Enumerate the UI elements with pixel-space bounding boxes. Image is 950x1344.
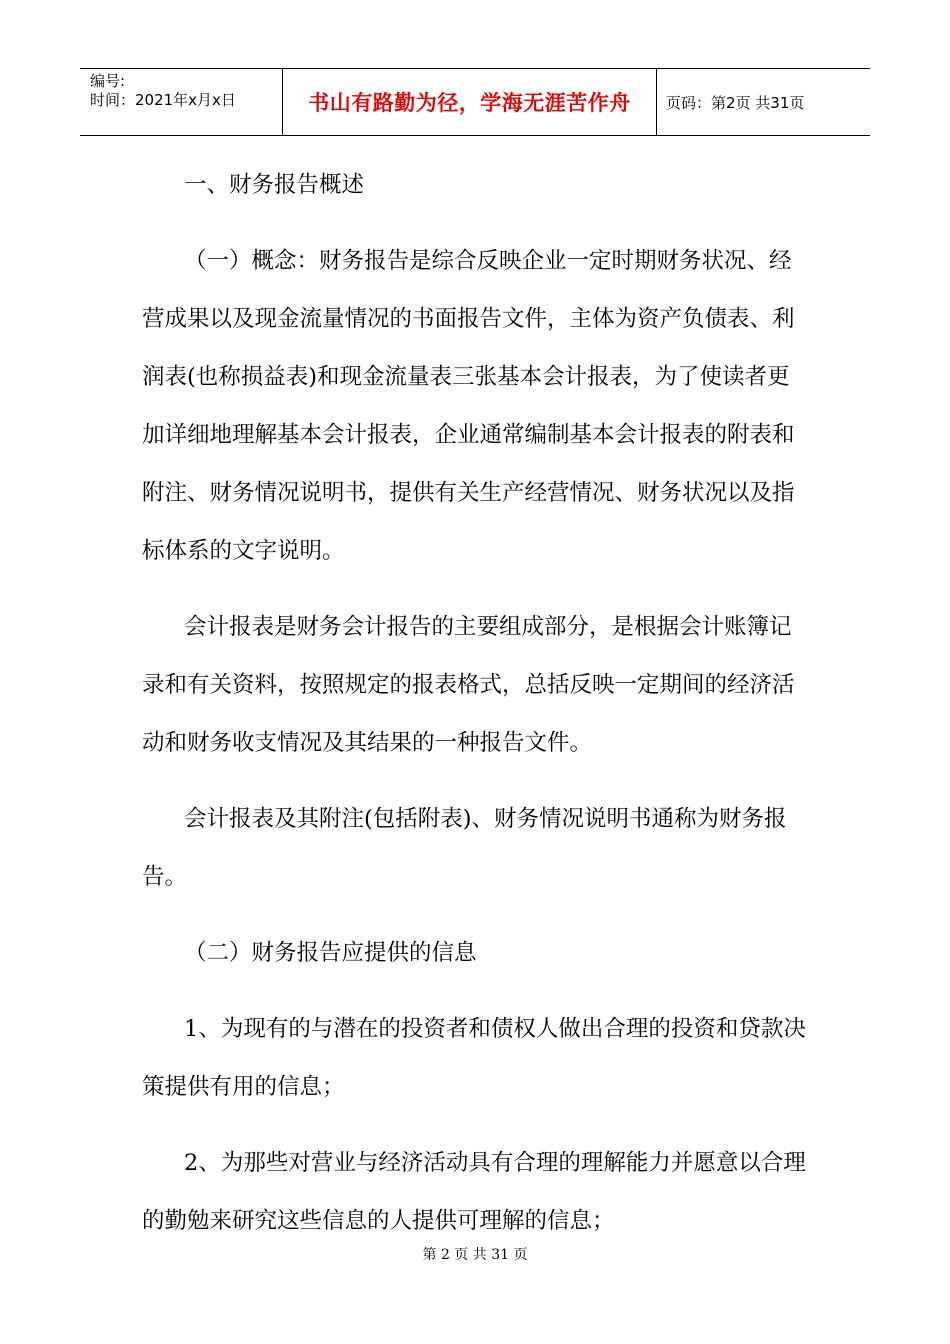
section-title: 一、财务报告概述 — [184, 172, 365, 198]
page-footer: 第 2 页 共 31 页 — [422, 1247, 528, 1263]
header-motto: 书山有路勤为径，学海无涯苦作舟 — [283, 69, 657, 135]
header-meta-cell — [80, 69, 283, 135]
paragraph-accounting-statements: 会计报表是财务会计报告的主要组成部分，是根据会计账簿记录和有关资料，按照规定的报表格式，总括反映一定期间的经济活动和财务收支情况及其结果的一种报告文件。 — [142, 614, 795, 756]
number-label: 编号: — [90, 72, 126, 90]
list-item-2: 2、为那些对营业与经济活动具有合理的理解能力并愿意以合理的勤勉来研究这些信息的人提供可理解的信息； — [142, 1150, 806, 1234]
document-body — [142, 156, 812, 1250]
paragraph-concept: （一）概念：财务报告是综合反映企业一定时期财务状况、经营成果以及现金流量情况的书面报告文件，主体为资产负债表、利润表(也称损益表)和现金流量表三张基本会计报表，为了使读者更加详细地理解基本会计报表，企业通常编制基本会计报表的附表和附注、财务情况说明书，提供有关生产经营情况、财务状况以及指标体系的文字说明。 — [142, 248, 795, 564]
page-header — [80, 68, 870, 136]
list-item-1: 1、为现有的与潜在的投资者和债权人做出合理的投资和贷款决策提供有用的信息； — [142, 1016, 806, 1100]
subsection-title: （二）财务报告应提供的信息 — [184, 940, 477, 966]
time-label: 时间：2021年x月x日 — [90, 91, 236, 109]
header-page-info: 页码：第2页 共31页 — [666, 93, 805, 112]
paragraph-financial-report: 会计报表及其附注(包括附表)、财务情况说明书通称为财务报告。 — [142, 806, 787, 890]
